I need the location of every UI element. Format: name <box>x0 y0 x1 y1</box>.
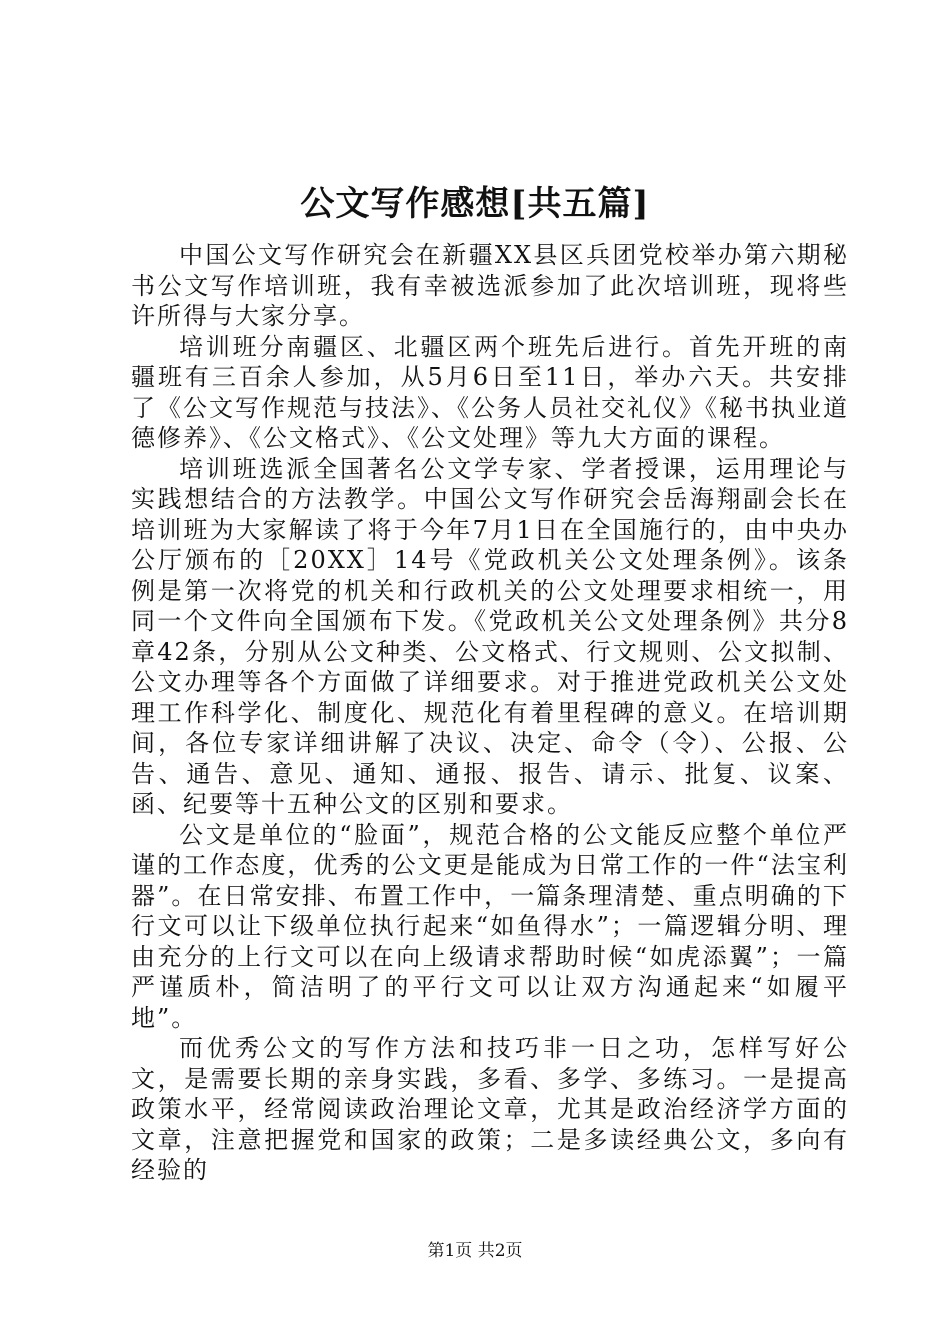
paragraph-2: 培训班分南疆区、北疆区两个班先后进行。首先开班的南疆班有三百余人参加，从5月6日至11日，举办六天。共安排了《公文写作规范与技法》、《公务人员社交礼仪》《秘书执业道德修养》、《公文格式》、《公文处理》等九大方面的课程。 <box>131 332 849 452</box>
document-title: 公文写作感想[共五篇] <box>300 184 650 224</box>
paragraph-3: 培训班选派全国著名公文学专家、学者授课，运用理论与实践想结合的方法教学。中国公文写作研究会岳海翔副会长在培训班为大家解读了将于今年7月1日在全国施行的，由中央办公厅颁布的［20XX］14号《党政机关公文处理条例》。该条例是第一次将党的机关和行政机关的公文处理要求相统一，用同一个文件向全国颁布下发。《党政机关公文处理条例》共分8章42条，分别从公文种类、公文格式、行文规则、公文拟制、公文办理等各个方面做了详细要求。对于推进党政机关公文处理工作科学化、制度化、规范化有着里程碑的意义。在培训期间，各位专家详细讲解了决议、决定、命令（令）、公报、公告、通告、意见、通知、通报、报告、请示、批复、议案、函、纪要等十五种公文的区别和要求。 <box>131 454 849 818</box>
paragraph-5: 而优秀公文的写作方法和技巧非一日之功，怎样写好公文，是需要长期的亲身实践，多看、多学、多练习。一是提高政策水平，经常阅读政治理论文章，尤其是政治经济学方面的文章，注意把握党和国家的政策；二是多读经典公文，多向有经验的 <box>131 1034 849 1184</box>
page-number-footer: 第1页 共2页 <box>427 1241 523 1261</box>
document-body <box>131 240 849 1186</box>
paragraph-4: 公文是单位的“脸面”，规范合格的公文能反应整个单位严谨的工作态度，优秀的公文更是能成为日常工作的一件“法宝利器”。在日常安排、布置工作中，一篇条理清楚、重点明确的下行文可以让下级单位执行起来“如鱼得水”；一篇逻辑分明、理由充分的上行文可以在向上级请求帮助时候“如虎添翼”；一篇严谨质朴，简洁明了的平行文可以让双方沟通起来“如履平地”。 <box>131 820 849 1032</box>
paragraph-1: 中国公文写作研究会在新疆XX县区兵团党校举办第六期秘书公文写作培训班，我有幸被选派参加了此次培训班，现将些许所得与大家分享。 <box>131 241 849 330</box>
